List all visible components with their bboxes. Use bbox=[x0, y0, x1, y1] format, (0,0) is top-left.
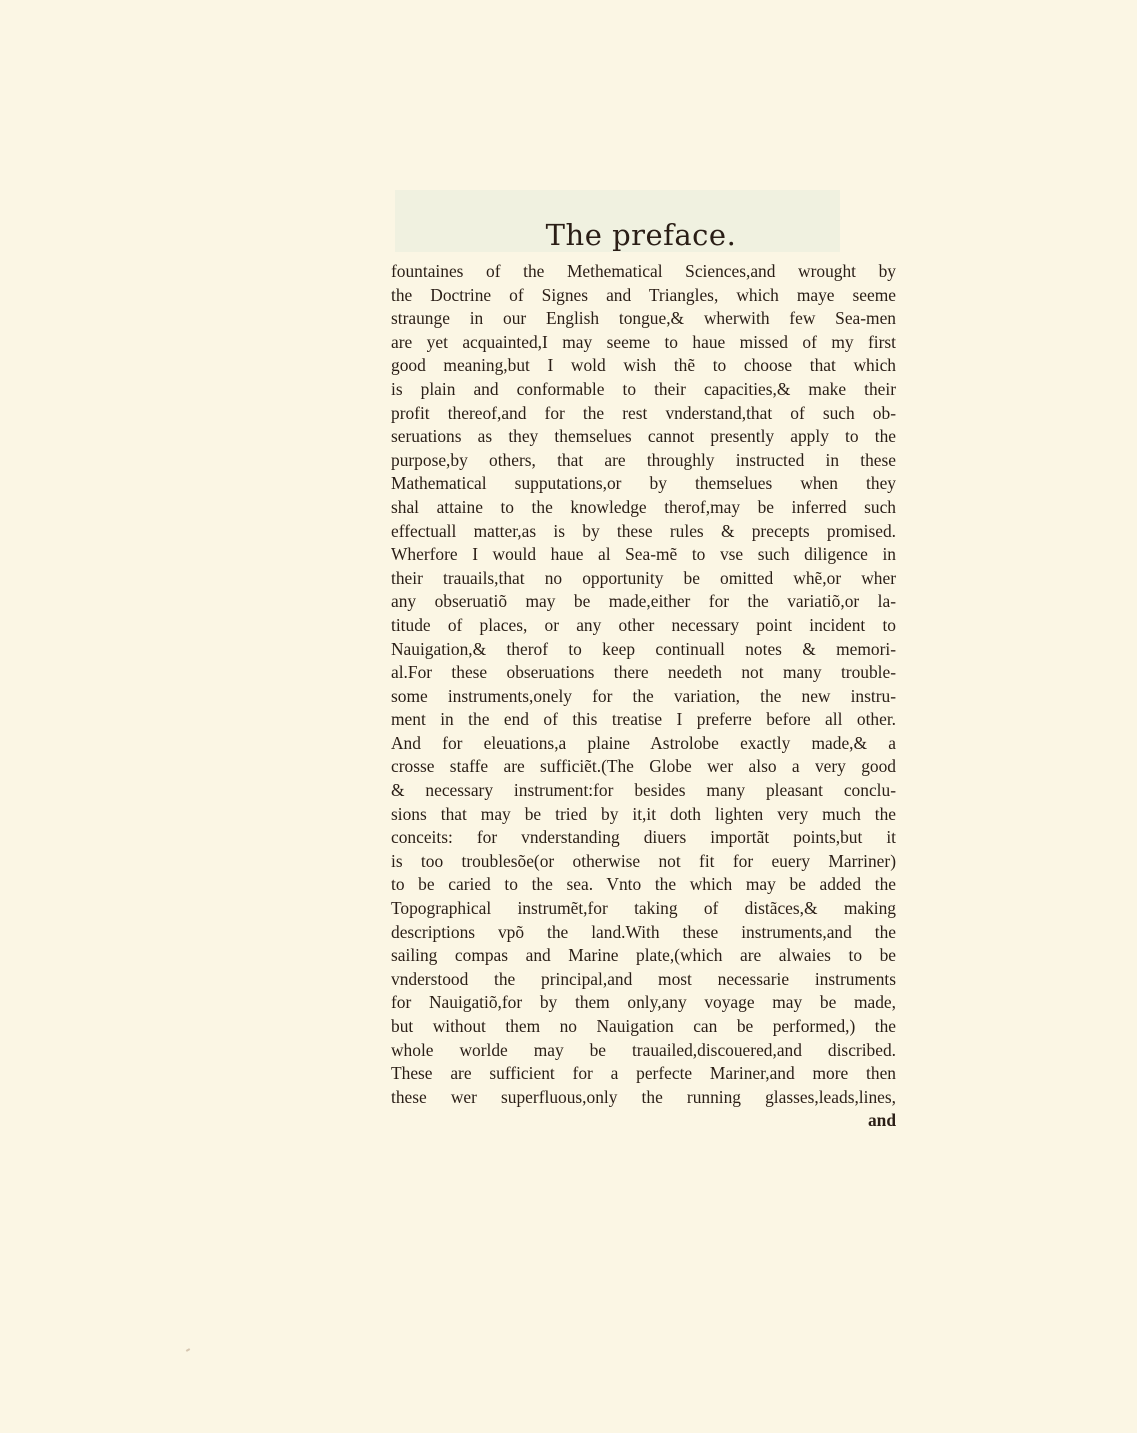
text-line: crosse staffe are sufficiẽt.(The Globe wer also a very good bbox=[391, 756, 896, 777]
page-heading: The preface. bbox=[545, 218, 737, 252]
text-line: profit thereof,and for the rest vnderstand,that of such ob- bbox=[391, 402, 896, 423]
text-line: Wherfore I would haue al Sea-mẽ to vse such diligence in bbox=[391, 544, 896, 565]
text-line: sailing compas and Marine plate,(which are alwaies to be bbox=[391, 945, 896, 966]
paper-speck bbox=[186, 1348, 190, 1352]
text-line: ment in the end of this treatise I preferre before all other. bbox=[391, 709, 896, 730]
text-line: are yet acquainted,I may seeme to haue missed of my first bbox=[391, 331, 896, 352]
text-line: conceits: for vnderstanding diuers importãt points,but it bbox=[391, 827, 896, 848]
text-line: effectuall matter,as is by these rules & precepts promised. bbox=[391, 520, 896, 541]
text-line: vnderstood the principal,and most necessarie instruments bbox=[391, 968, 896, 989]
text-line: but without them no Nauigation can be performed,) the bbox=[391, 1016, 896, 1036]
text-line: for Nauigatiõ,for by them only,any voyage may be made, bbox=[391, 992, 896, 1013]
catchword: and bbox=[867, 1110, 896, 1131]
text-line: al.For these obseruations there needeth not many trouble- bbox=[391, 662, 896, 683]
text-line: shal attaine to the knowledge therof,may be inferred such bbox=[391, 496, 896, 517]
text-line: good meaning,but I wold wish thẽ to choose that which bbox=[391, 355, 896, 376]
text-line: Topographical instrumẽt,for taking of distãces,& making bbox=[391, 898, 896, 919]
text-line: straunge in our English tongue,& wherwith few Sea-men bbox=[391, 308, 896, 329]
text-line: Nauigation,& therof to keep continuall notes & memori- bbox=[391, 638, 896, 659]
text-line: These are sufficient for a perfecte Mariner,and more then bbox=[391, 1063, 896, 1084]
text-line: to be caried to the sea. Vnto the which may be added the bbox=[391, 874, 896, 895]
text-line: And for eleuations,a plaine Astrolobe exactly made,& a bbox=[391, 732, 896, 753]
text-line: their trauails,that no opportunity be omitted whẽ,or wher bbox=[391, 567, 896, 588]
text-line: some instruments,onely for the variation, the new instru- bbox=[391, 685, 896, 706]
text-line: is plain and conformable to their capacities,& make their bbox=[391, 378, 896, 399]
text-line: & necessary instrument:for besides many pleasant conclu- bbox=[391, 780, 896, 801]
text-line: descriptions vpõ the land.With these instruments,and the bbox=[391, 921, 896, 942]
text-line: these wer superfluous,only the running glasses,leads,lines, bbox=[391, 1086, 896, 1107]
text-line: any obseruatiõ may be made,either for the variatiõ,or la- bbox=[391, 591, 896, 612]
text-line: whole worlde may be trauailed,discouered,and discribed. bbox=[391, 1039, 896, 1060]
text-line: Mathematical supputations,or by themselues when they bbox=[391, 473, 896, 494]
text-line: purpose,by others, that are throughly instructed in these bbox=[391, 449, 896, 470]
text-line: titude of places, or any other necessary point incident to bbox=[391, 614, 896, 635]
text-line: the Doctrine of Signes and Triangles, which maye seeme bbox=[391, 284, 896, 305]
text-line: seruations as they themselues cannot presently apply to the bbox=[391, 426, 896, 447]
body-text bbox=[391, 260, 896, 1133]
text-line: fountaines of the Methematical Sciences,and wrought by bbox=[391, 261, 896, 281]
text-line: sions that may be tried by it,it doth lighten very much the bbox=[391, 803, 896, 824]
text-line: is too troublesõe(or otherwise not fit for euery Marriner) bbox=[391, 850, 896, 871]
